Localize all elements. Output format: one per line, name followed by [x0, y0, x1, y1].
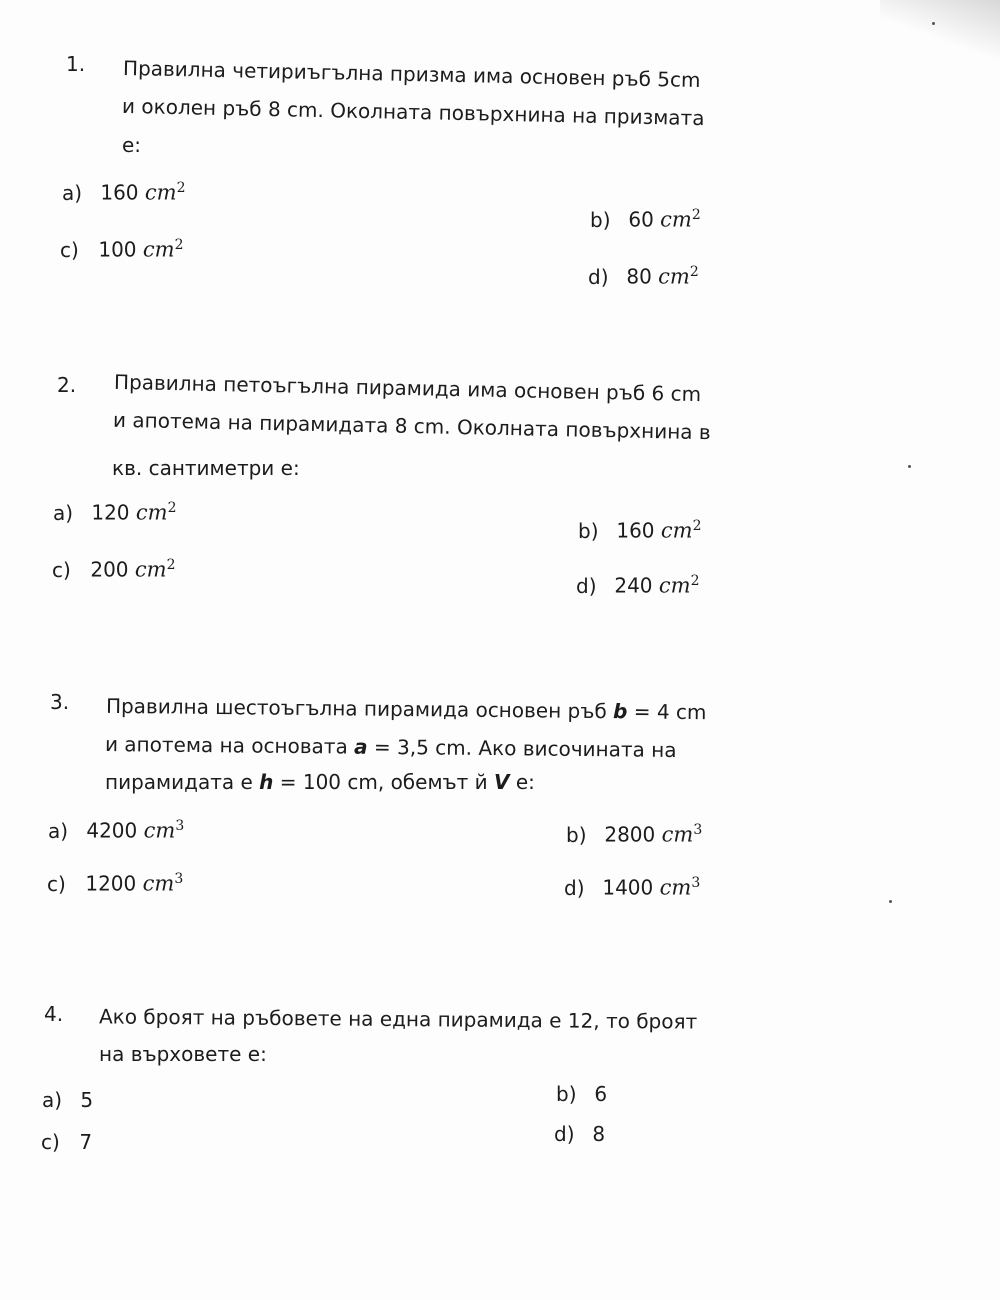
option-letter: c): [60, 237, 79, 262]
option-letter: a): [62, 180, 83, 205]
scan-speck: [908, 465, 911, 468]
question-1-option-a[interactable]: [62, 180, 186, 205]
option-unit: cm: [661, 822, 694, 847]
option-value: 8: [592, 1122, 606, 1146]
option-value: 120: [91, 500, 130, 525]
option-letter: b): [566, 822, 587, 847]
question-3-option-d[interactable]: [564, 875, 700, 900]
option-exponent: 2: [690, 573, 700, 589]
option-letter: b): [578, 518, 599, 543]
scan-speck: [932, 22, 935, 25]
option-exponent: 3: [693, 822, 703, 838]
question-1-option-d[interactable]: [588, 264, 699, 289]
option-letter: a): [53, 500, 74, 525]
question-4-number: 4.: [44, 1002, 64, 1026]
question-2-line-3: кв. сантиметри е:: [112, 456, 300, 480]
option-unit: cm: [660, 518, 693, 543]
question-2-option-c[interactable]: [52, 557, 176, 582]
question-4-option-a[interactable]: [42, 1088, 93, 1112]
option-unit: cm: [143, 818, 176, 843]
option-value: 6: [594, 1082, 608, 1106]
option-exponent: 2: [166, 557, 176, 573]
text-fragment: = 4 cm: [627, 699, 707, 725]
text-fragment: Правилна шестоъгълна пирамида основен ръб: [105, 693, 614, 724]
option-unit: cm: [660, 207, 692, 232]
variable-b: b: [612, 699, 628, 724]
question-3-option-c[interactable]: [47, 871, 183, 896]
option-value: 60: [628, 207, 654, 232]
option-unit: cm: [658, 573, 691, 598]
option-value: 240: [614, 573, 653, 598]
question-1-number: 1.: [66, 52, 86, 76]
option-unit: cm: [658, 264, 690, 289]
question-4-line-2: на върховете е:: [99, 1042, 267, 1066]
question-1-option-b[interactable]: [590, 207, 701, 232]
question-2-option-b[interactable]: [578, 518, 702, 543]
option-letter: c): [52, 557, 71, 582]
question-2-option-a[interactable]: [53, 500, 177, 525]
variable-a: a: [354, 734, 368, 759]
question-3-line-3: [105, 770, 535, 794]
question-3-number: 3.: [50, 690, 70, 714]
option-letter: a): [42, 1088, 63, 1112]
question-1-option-c[interactable]: [60, 237, 184, 262]
option-exponent: 2: [167, 500, 177, 516]
option-exponent: 2: [174, 237, 184, 253]
option-exponent: 2: [691, 207, 701, 223]
question-4-line-1: Ако броят на ръбовете на една пирамида е 12, то броят: [98, 1004, 698, 1034]
option-letter: d): [588, 264, 609, 289]
option-value: 1400: [602, 875, 654, 900]
option-value: 5: [80, 1088, 94, 1112]
question-2-line-2: и апотема на пирамидата 8 cm. Околната повърхнина в: [112, 407, 711, 445]
question-3-line-2: [105, 732, 677, 762]
option-letter: a): [48, 818, 69, 843]
question-4-option-c[interactable]: [41, 1130, 92, 1154]
question-2-line-1: Правилна петоъгълна пирамида има основен ръб 6 cm: [113, 369, 702, 407]
option-exponent: 3: [174, 871, 184, 887]
scan-edge-shadow: [880, 0, 1000, 60]
question-3-option-b[interactable]: [566, 822, 702, 847]
question-2-option-d[interactable]: [576, 573, 700, 598]
option-letter: c): [47, 871, 66, 896]
option-value: 7: [79, 1130, 93, 1154]
option-unit: cm: [142, 871, 175, 896]
text-fragment: и апотема на основата: [104, 732, 355, 759]
option-letter: b): [590, 207, 611, 232]
question-4-option-b[interactable]: [556, 1082, 607, 1106]
option-value: 1200: [85, 871, 137, 896]
text-fragment: пирамидата е: [105, 770, 260, 794]
option-letter: d): [576, 573, 597, 598]
question-3-option-a[interactable]: [48, 818, 184, 843]
option-exponent: 3: [691, 875, 701, 891]
scan-speck: [889, 900, 892, 903]
question-4-option-d[interactable]: [554, 1122, 605, 1146]
question-1-line-3: е:: [122, 133, 142, 157]
variable-v: V: [494, 770, 510, 794]
question-1-line-2: и околен ръб 8 cm. Околната повърхнина на призмата: [121, 93, 705, 131]
option-value: 80: [626, 264, 652, 289]
option-letter: c): [41, 1130, 60, 1154]
option-unit: cm: [134, 557, 167, 582]
option-value: 4200: [86, 818, 138, 843]
option-letter: d): [554, 1122, 575, 1146]
option-exponent: 2: [689, 264, 699, 280]
text-fragment: е:: [509, 770, 535, 794]
option-value: 160: [616, 518, 655, 543]
option-letter: d): [564, 875, 585, 900]
option-exponent: 3: [175, 818, 185, 834]
question-2-number: 2.: [57, 373, 77, 397]
option-value: 160: [100, 180, 139, 205]
option-unit: cm: [659, 875, 692, 900]
option-value: 2800: [604, 822, 656, 847]
option-unit: cm: [135, 500, 168, 525]
option-value: 100: [98, 237, 137, 262]
option-unit: cm: [142, 237, 175, 262]
text-fragment: = 100 cm, обемът й: [273, 770, 495, 794]
option-letter: b): [556, 1082, 577, 1106]
variable-h: h: [259, 770, 274, 794]
question-3-line-1: [106, 694, 707, 724]
option-exponent: 2: [692, 518, 702, 534]
text-fragment: = 3,5 cm. Ако височината на: [367, 734, 677, 762]
option-value: 200: [90, 557, 129, 582]
option-exponent: 2: [176, 180, 186, 196]
option-unit: cm: [144, 180, 177, 205]
question-1-line-1: Правилна четириъгълна призма има основен ръб 5cm: [122, 55, 701, 93]
